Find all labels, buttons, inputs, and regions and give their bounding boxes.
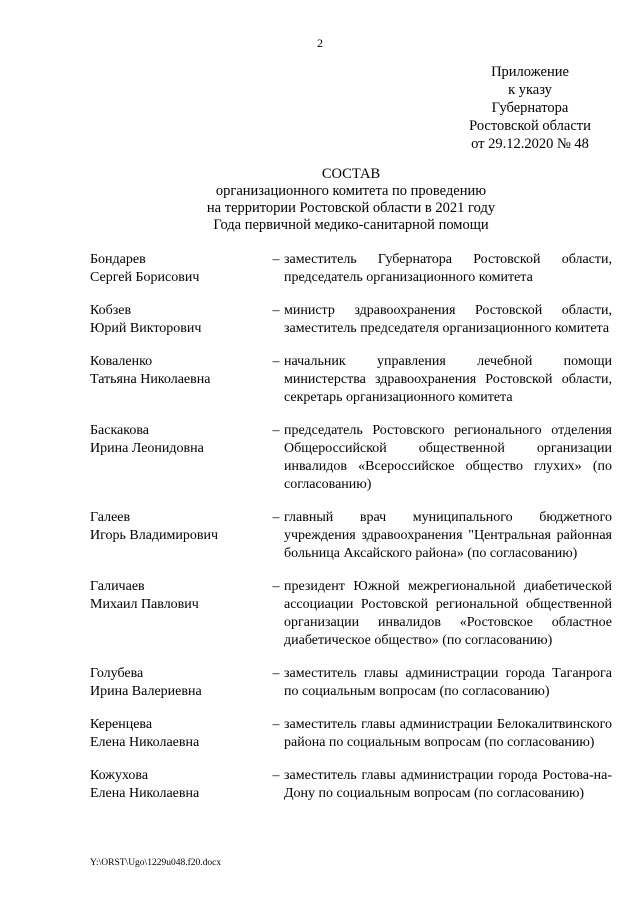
file-path-footer: Y:\ORST\Ugo\1229u048.f20.docx (90, 858, 222, 868)
appendix-line: Приложение (491, 64, 569, 80)
member-given-names: Татьяна Николаевна (90, 372, 211, 387)
committee-member (90, 251, 612, 287)
committee-member (90, 767, 612, 803)
title-line: Года первичной медико-санитарной помощи (213, 217, 489, 233)
member-given-names: Елена Николаевна (90, 735, 200, 750)
dash-separator: – (272, 354, 280, 369)
member-surname: Керенцева (90, 717, 153, 732)
member-role: заместитель главы администрации города Ростова-на-Дону по социальным вопросам (по согласованию) (284, 768, 612, 801)
member-given-names: Михаил Павлович (90, 597, 199, 612)
title-line: СОСТАВ (321, 166, 381, 182)
member-surname: Бондарев (90, 252, 146, 267)
member-surname: Баскакова (90, 423, 150, 438)
member-surname: Голубева (90, 666, 144, 681)
member-surname: Кожухова (90, 768, 149, 783)
appendix-line: Ростовской области (469, 118, 591, 134)
committee-member (90, 716, 612, 752)
member-given-names: Сергей Борисович (90, 270, 200, 285)
member-name (90, 509, 268, 563)
committee-member (90, 665, 612, 701)
appendix-heading (440, 63, 620, 153)
document-title (90, 166, 612, 234)
member-role: заместитель Губернатора Ростовской области, председатель организационного комитета (284, 252, 612, 285)
member-given-names: Елена Николаевна (90, 786, 200, 801)
member-name (90, 767, 268, 803)
dash-separator: – (272, 510, 280, 525)
member-name (90, 716, 268, 752)
title-line: на территории Ростовской области в 2021 году (206, 200, 496, 216)
member-role: начальник управления лечебной помощи министерства здравоохранения Ростовской области, секретарь организационного комитета (284, 354, 612, 405)
committee-member (90, 302, 612, 338)
member-given-names: Игорь Владимирович (90, 528, 219, 543)
dash-separator: – (272, 717, 280, 732)
member-role: главный врач муниципального бюджетного учреждения здравоохранения "Центральная районная больница Аксайского района» (по согласованию) (284, 510, 612, 561)
member-role: президент Южной межрегиональной диабетической ассоциации Ростовской региональной общественной организации инвалидов «Ростовское областное диабетическое общество» (по согласованию) (284, 579, 612, 648)
committee-member (90, 578, 612, 650)
committee-member (90, 509, 612, 563)
member-role: председатель Ростовского регионального отделения Общероссийской общественной организации инвалидов «Всероссийское общество глухих» (по согласованию) (284, 423, 612, 492)
member-role: министр здравоохранения Ростовской области, заместитель председателя организационного комитета (284, 303, 612, 336)
page-number: 2 (317, 36, 323, 50)
dash-separator: – (272, 666, 280, 681)
member-role: заместитель главы администрации Белокалитвинского района по социальным вопросам (по согласованию) (284, 717, 612, 750)
member-name (90, 302, 268, 338)
member-given-names: Ирина Валериевна (90, 684, 202, 699)
member-name (90, 578, 268, 650)
committee-member (90, 353, 612, 407)
dash-separator: – (272, 252, 280, 267)
member-name (90, 422, 268, 494)
appendix-line: к указу (508, 82, 552, 98)
dash-separator: – (272, 579, 280, 594)
committee-member-list (90, 251, 612, 818)
member-surname: Кобзев (90, 303, 132, 318)
member-surname: Галеев (90, 510, 131, 525)
dash-separator: – (272, 303, 280, 318)
appendix-line: Губернатора (491, 100, 569, 116)
dash-separator: – (272, 423, 280, 438)
member-name (90, 665, 268, 701)
member-given-names: Юрий Викторович (90, 321, 202, 336)
member-given-names: Ирина Леонидовна (90, 441, 204, 456)
member-role: заместитель главы администрации города Таганрога по социальным вопросам (по согласованию) (284, 666, 612, 699)
member-surname: Галичаев (90, 579, 145, 594)
member-name (90, 353, 268, 407)
dash-separator: – (272, 768, 280, 783)
member-surname: Коваленко (90, 354, 153, 369)
title-line: организационного комитета по проведению (215, 183, 487, 199)
committee-member (90, 422, 612, 494)
member-name (90, 251, 268, 287)
appendix-line: от 29.12.2020 № 48 (471, 136, 589, 152)
